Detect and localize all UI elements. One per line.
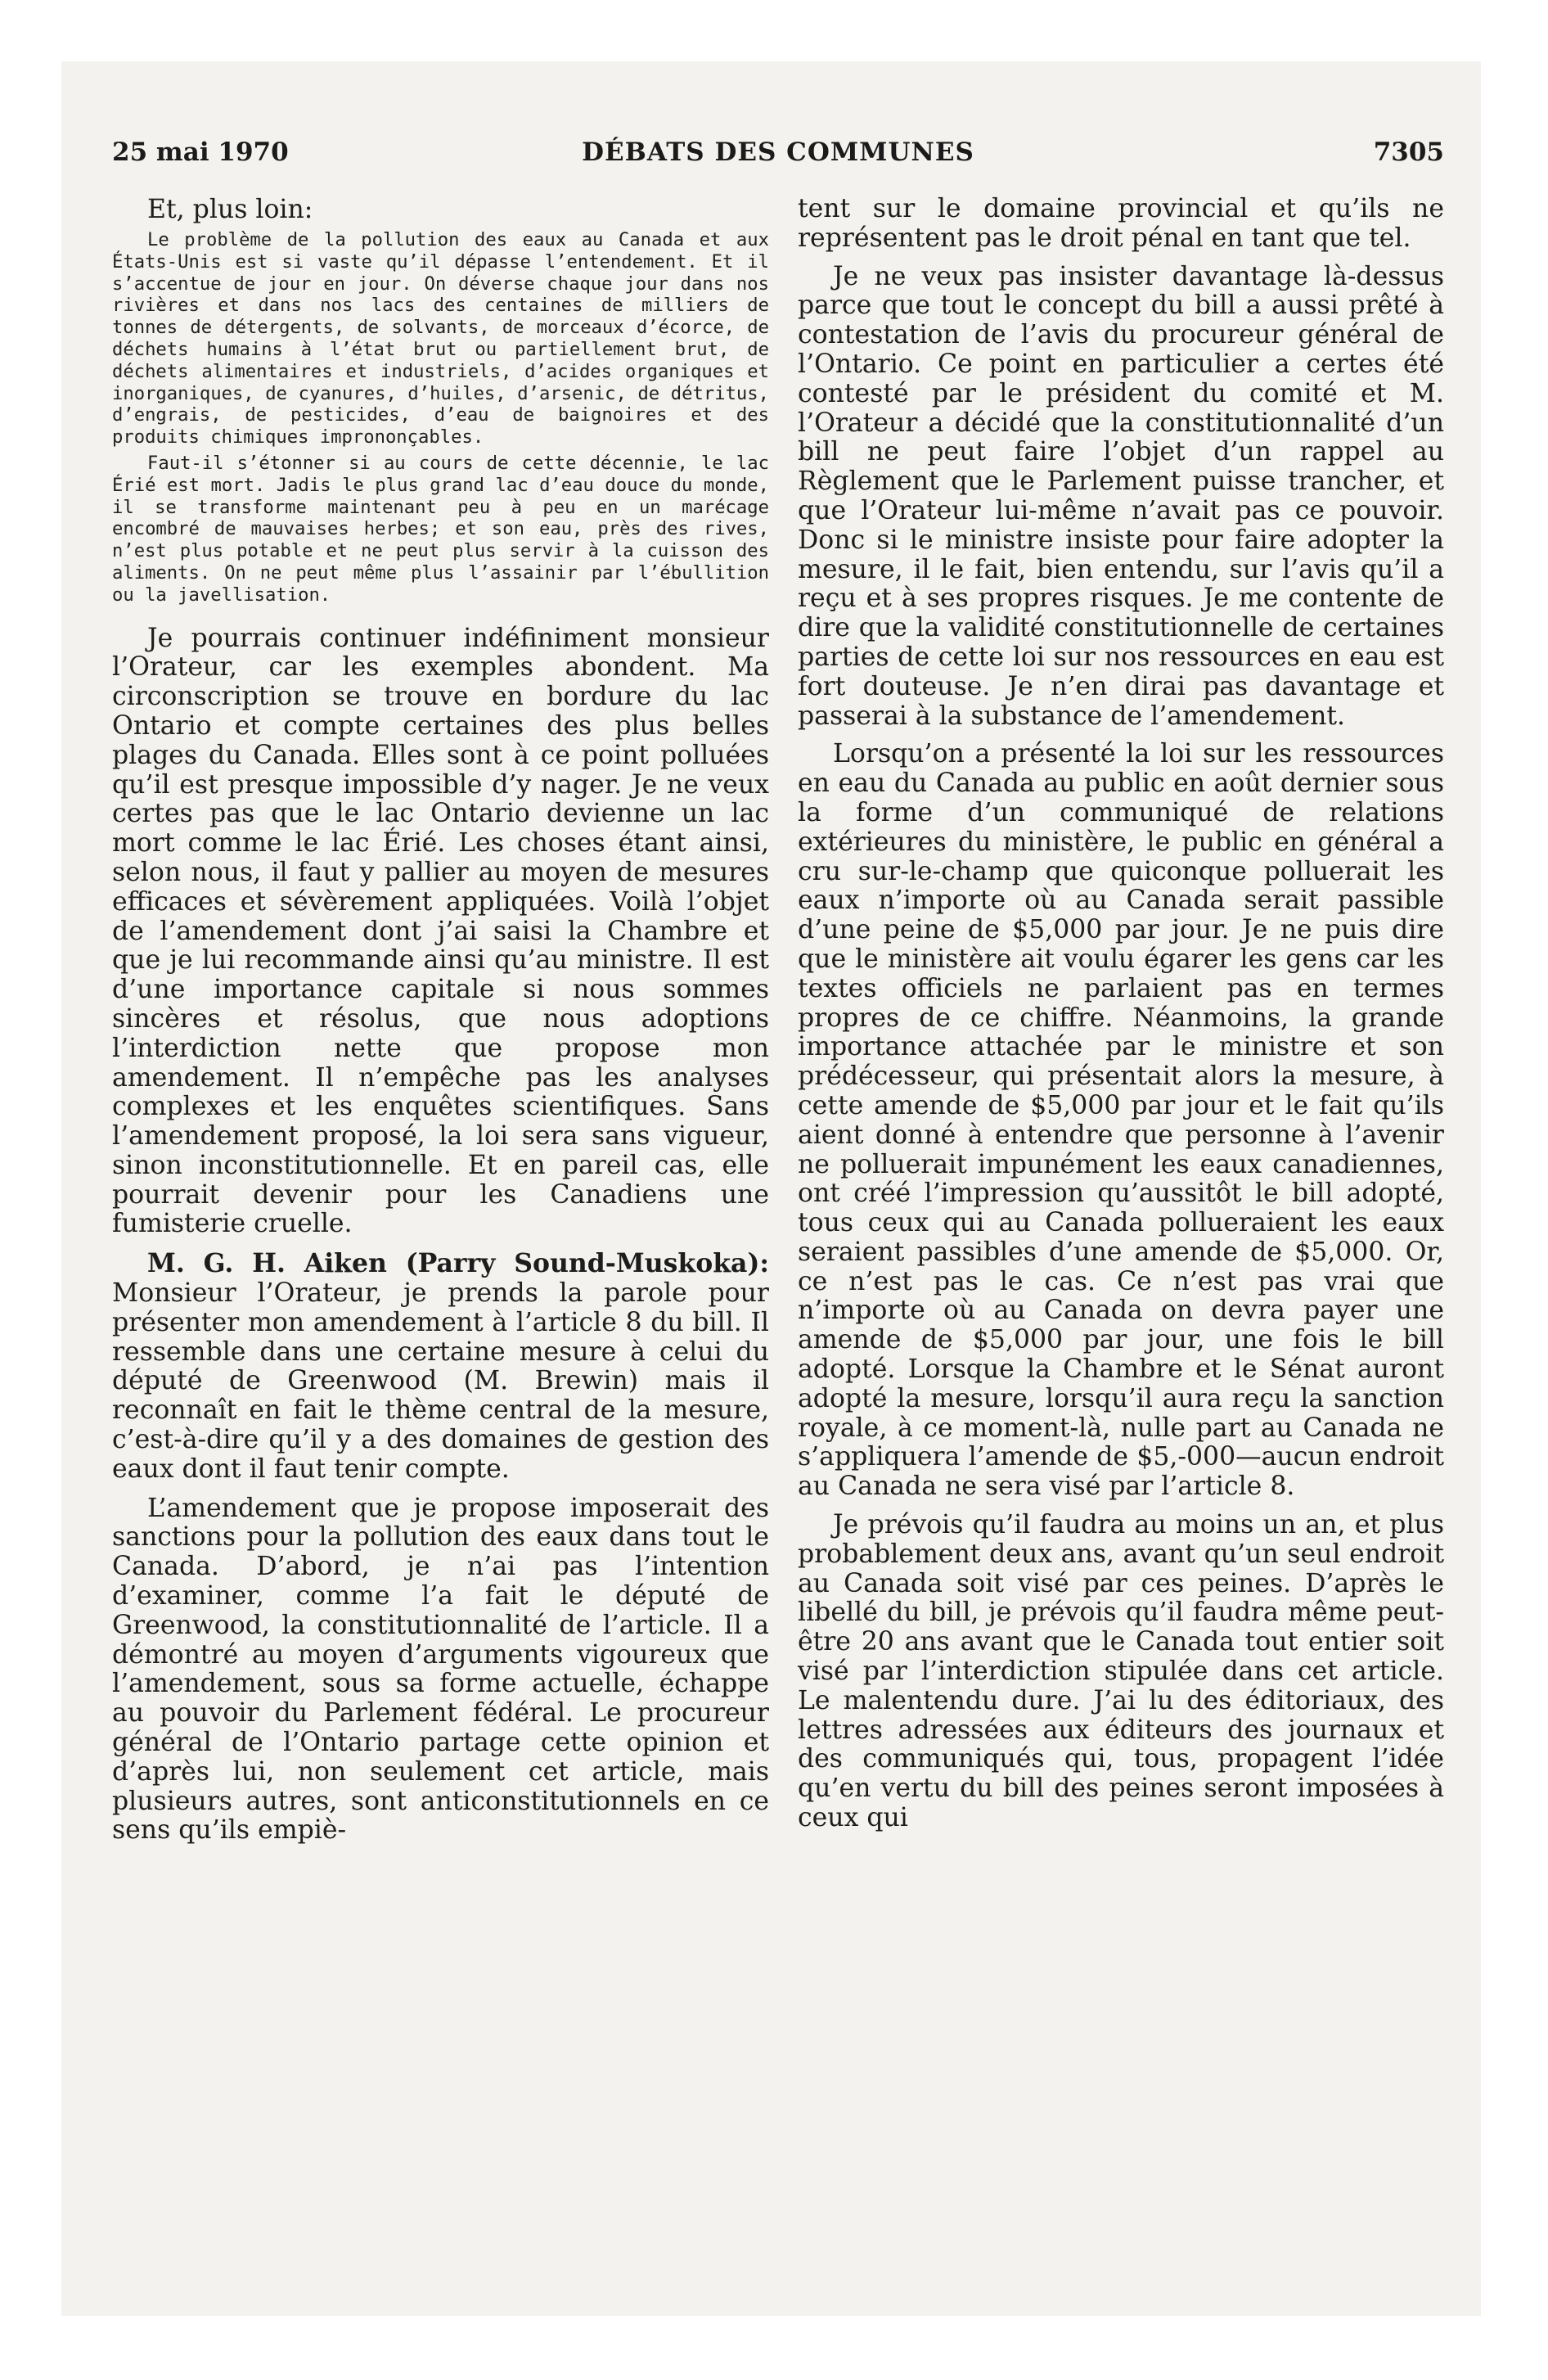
page-header [112,137,1444,170]
header-date: 25 mai 1970 [112,137,289,167]
body-paragraph: L’amendement que je propose imposerait des sanctions pour la pollution des eaux dans tout le Canada. D’abord, je n’ai pas l’intention d’examiner, comme l’a fait le député de Greenwood, la constitutionnalité de l’article. Il a démontré au moyen d’arguments vigoureux que l’amendement, sous sa forme actuelle, échappe au pouvoir du Parlement fédéral. Le procureur général de l’Ontario partage cette opinion et d’après lui, non seulement cet article, mais plusieurs autres, sont anticonstitutionnels en ce sens qu’ils empiè- [112,1493,769,1846]
continuation-paragraph: tent sur le domaine provincial et qu’ils ne représentent pas le droit pénal en tant que tel. [798,194,1444,253]
body-paragraph: Je prévois qu’il faudra au moins un an, et plus probablement deux ans, avant qu’un seul endroit au Canada soit visé par ces peines. D’après le libellé du bill, je prévois qu’il faudra même peut-être 20 ans avant que le Canada tout entier soit visé par l’interdiction stipulée dans cet article. Le malentendu dure. J’ai lu des éditoriaux, des lettres adressées aux éditeurs des journaux et des communiqués qui, tous, propagent l’idée qu’en vertu du bill des peines seront imposées à ceux qui [798,1510,1444,1833]
right-column [798,195,1444,1842]
left-column [112,195,769,1855]
speech-text: Monsieur l’Orateur, je prends la parole pour présenter mon amendement à l’article 8 du bill. Il ressemble dans une certaine mesure à celui du député de Greenwood (M. Brewin) mais il reconnaît en fait le thème central de la mesure, c’est-à-dire qu’il y a des domaines de gestion des eaux dont il faut tenir compte. [112,1278,769,1484]
quote-paragraph: Faut-il s’étonner si au cours de cette décennie, le lac Érié est mort. Jadis le plus grand lac d’eau douce du monde, il se transforme maintenant peu à peu en un marécage encombré de mauvaises herbes; et son eau, près des rives, n’est plus potable et ne peut plus servir à la cuisson des aliments. On ne peut même plus l’assainir par l’ébullition ou la javellisation. [112,452,769,606]
header-title: DÉBATS DES COMMUNES [582,137,974,167]
body-paragraph: Je pourrais continuer indéfiniment monsieur l’Orateur, car les exemples abondent. Ma circonscription se trouve en bordure du lac Ontario et compte certaines des plus belles plages du Canada. Elles sont à ce point polluées qu’il est presque impossible d’y nager. Je ne veux certes pas que le lac Ontario devienne un lac mort comme le lac Érié. Les choses étant ainsi, selon nous, il faut y pallier au moyen de mesures efficaces et sévèrement appliquées. Voilà l’objet de l’amendement dont j’ai saisi la Chambre et que je lui recommande ainsi qu’au ministre. Il est d’une importance capitale si nous sommes sincères et résolus, que nous adoptions l’interdiction nette que propose mon amendement. Il n’empêche pas les analyses complexes et les enquêtes scientifiques. Sans l’amendement proposé, la loi sera sans vigueur, sinon inconstitutionnelle. Et en pareil cas, elle pourrait devenir pour les Canadiens une fumisterie cruelle. [112,623,769,1239]
quote-paragraph: Le problème de la pollution des eaux au Canada et aux États-Unis est si vaste qu’il dépasse l’entendement. Et il s’accentue de jour en jour. On déverse chaque jour dans nos rivières et dans nos lacs des centaines de milliers de tonnes de détergents, de solvants, de morceaux d’écorce, de déchets humains à l’état brut ou partiellement brut, de déchets alimentaires et industriels, d’acides organiques et inorganiques, de cyanures, d’huiles, d’arsenic, de détritus, d’engrais, de pesticides, d’eau de baignoires et des produits chimiques imprononçables. [112,229,769,449]
quotation-block [112,229,769,606]
body-paragraph: Je ne veux pas insister davantage là-dessus parce que tout le concept du bill a aussi prêté à contestation de l’avis du procureur général de l’Ontario. Ce point en particulier a certes été contesté par le président du comité et M. l’Orateur a décidé que la constitutionnalité d’un bill ne peut faire l’objet d’un rappel au Règlement que le Parlement puisse trancher, et que l’Orateur lui-même n’avait pas ce pouvoir. Donc si le ministre insiste pour faire adopter la mesure, il le fait, bien entendu, sur l’avis qu’il a reçu et à ses propres risques. Je me contente de dire que la validité constitutionnelle de certaines parties de cette loi sur nos ressources en eau est fort douteuse. Je n’en dirai pas davantage et passerai à la substance de l’amendement. [798,261,1444,731]
intro-line: Et, plus loin: [147,195,313,224]
speech-paragraph [112,1249,769,1484]
speaker-name: M. G. H. Aiken (Parry Sound-Muskoka): [147,1248,769,1279]
body-paragraph: Lorsqu’on a présenté la loi sur les ressources en eau du Canada au public en août dernier sous la forme d’un communiqué de relations extérieures du ministère, le public en général a cru sur-le-champ que quiconque polluerait les eaux n’importe où au Canada serait passible d’une peine de $5,000 par jour. Je ne puis dire que le ministère ait voulu égarer les gens car les textes officiels ne parlaient pas en termes propres de ce chiffre. Néanmoins, la grande importance attachée par le ministre et son prédécesseur, qui présentait alors la mesure, à cette amende de $5,000 par jour et le fait qu’ils aient donné à entendre que personne à l’avenir ne polluerait impunément les eaux canadiennes, ont créé l’impression qu’aussitôt le bill adopté, tous ceux qui au Canada pollueraient les eaux seraient passibles d’une amende de $5,000. Or, ce n’est pas le cas. Ce n’est pas vrai que n’importe où au Canada on devra payer une amende de $5,000 par jour, une fois le bill adopté. Lorsque la Chambre et le Sénat auront adopté la mesure, lorsqu’il aura reçu la sanction royale, à ce moment-là, nulle part au Canada ne s’appliquera l’amende de $5,-000—aucun endroit au Canada ne sera visé par l’article 8. [798,739,1444,1502]
page-number: 7305 [1373,137,1444,167]
